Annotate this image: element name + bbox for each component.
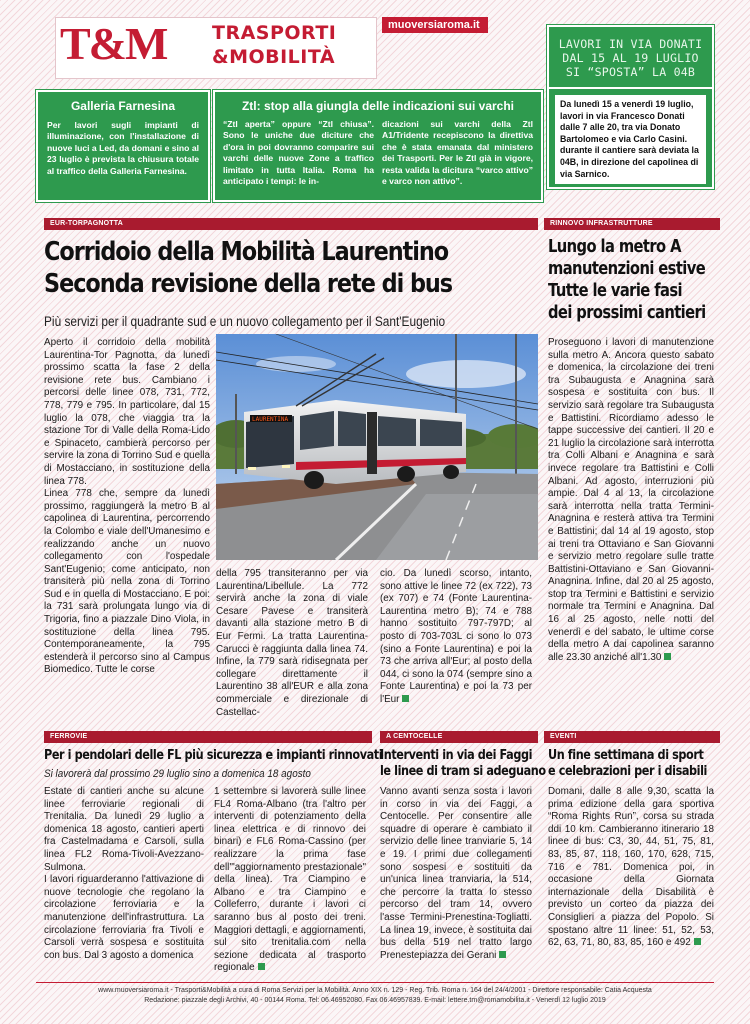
section-label-centocelle: A CENTOCELLE: [380, 731, 538, 743]
news-box-ztl: [213, 90, 543, 202]
donati-head-line: DAL 15 AL 19 LUGLIO: [562, 51, 699, 65]
eventi-headline-line: Un fine settimana di sport: [548, 748, 704, 763]
section-label-eur: EUR-TORPAGNOTTA: [44, 218, 538, 230]
section-label-eventi: EVENTI: [544, 731, 720, 743]
side-headline: [548, 236, 738, 324]
donati-head-line: LAVORI IN VIA DONATI: [558, 37, 703, 51]
ztl-text-col2: dicazioni sui varchi della Ztl A1/Tridente recepiscono la direttiva che è stata emanata dal ministero dei Trasporti. Per le Ztl già in vigore, resta valida la dicitura “varco attivo” e varco non attivo”.: [382, 119, 533, 187]
section-label-ferrovie: FERROVIE: [44, 731, 372, 743]
ferrovie-subhead: Si lavorerà dal prossimo 29 luglio sino a domenica 18 agosto: [44, 768, 311, 780]
ztl-title: Ztl: stop alla giungla delle indicazioni sui varchi: [241, 99, 515, 113]
section-label-infrastrutture: RINNOVO INFRASTRUTTURE: [544, 218, 720, 230]
eventi-headline: [548, 748, 737, 780]
side-headline-line: Lungo la metro A: [548, 237, 681, 257]
footer-line1: www.muoversiaroma.it - Trasporti&Mobilità a cura di Roma Servizi per la Mobilità. Anno XIX n. 129 - Reg. Trib. Roma n. 164 del 24/4/2001 - Direttore responsabile: Catia Acquesta: [98, 987, 652, 994]
side-article-text-content: Proseguono i lavori di manutenzione sulla metro A. Ancora questo sabato e domenica, la circolazione dei treni tra Subaugusta e Anagnina sarà sospesa e sostituita con bus. Il servizio sarà regolare tra Subaugusta e Battistini. Ricordiamo adesso le tappe successive dei cantieri. Il 20 e 21 luglio la circolazione sarà interrotta tra Colli Albani e Anagnina e sarà invece regolare tra Battistini e Colli Albani. Ad agosto, interruzioni più ampie. Dal 4 al 13, la circolazione sarà interrotta nella tratta Termini-Anagnina e resterà attiva tra Termini e Battistini; dal 14 al 19 agosto, stop ai treni tra Ottaviano e San Giovanni e servizio metro regolare sulle tratte Battistini-Ottaviano e San Giovanni-Anagnina. Infine, dal 20 al 25 agosto, stop tra Termini e Battistini e servizio normale tra Termini e Anagnina. Dal 16 al 25 agosto, nelle notti del venerdì e del sabato, le ultime corse della metro A dai capolinea saranno alle 23.30 anziché all'1.30: [548, 337, 714, 663]
eventi-text: [548, 786, 714, 950]
main-headline-line2: Seconda revisione della rete di bus: [44, 269, 453, 299]
side-article-text: [548, 337, 714, 664]
side-headline-line: manutenzioni estive: [548, 259, 706, 279]
side-headline-line: Tutte le varie fasi: [548, 281, 682, 301]
main-article-col2: della 795 transiteranno per via Laurentina/Libellule. La 772 servirà anche la zona di viale Cesare Pavese e transiterà davanti alla stazione metro B di Eur Fermi. La tratta Laurentina-Carucci è raggiunta dalla linea 74. Infine, la 779 sarà ridisegnata per collegare direttamente il Laurentino 38 all'EUR e alla zona commerciale e direzionale di Castellac-: [216, 568, 368, 718]
donati-text: Da lunedì 15 a venerdì 19 luglio, lavori in via Francesco Donati dalle 7 alle 20, tra via Donato Bartolomeo e via Carlo Casini. durante il cantiere sarà deviata la 04B, in direzione del capolinea di via Sarnico.: [555, 95, 706, 184]
ferrovie-col2-text: 1 settembre si lavorerà sulle linee FL4 Roma-Albano (tra l'altro per interventi di potenziamento della linea elettrica e di rinnovo dei binari) e FL6 Roma-Cassino (per realizzare la prima fase dell'"aggiornamento prestazionale" della linea). Tra Ciampino e Albano e tra Ciampino e Colleferro, durante i lavori ci saranno bus al posto dei treni. Maggiori dettagli, e aggiornamenti, sul sito trenitalia.com nella sezione dedicata al trasporto regionale: [214, 786, 366, 974]
logo-name-line2: &MOBILITÀ: [212, 46, 336, 68]
ferrovie-col2: [214, 786, 366, 975]
end-mark: [664, 653, 671, 660]
logo-name-line1: TRASPORTI: [212, 22, 337, 44]
footer-divider: [36, 982, 714, 983]
article-photo-bus: [216, 334, 538, 560]
end-mark: [694, 938, 701, 945]
eventi-headline-line: e celebrazioni per i disabili: [548, 764, 707, 779]
centocelle-headline-line: le linee di tram si adeguano: [380, 764, 546, 779]
site-url-link[interactable]: muoversiaroma.it: [382, 17, 488, 33]
main-article-col1: Aperto il corridoio della mobilità Laurentina-Tor Pagnotta, da lunedì prossimo scatta la fase 2 della revisione rete bus. Cambiano i percorsi delle linee 078, 731, 772, 778, 779 e 795. In particolare, dal 15 luglio la 078, che viaggia tra la stazione Tor di Valle della Roma-Lido e Spinaceto, cambierà percorso per servire la zona di Torrino Sud e quella di Mostacciano, in sostituzione della linea 778. Linea 778 che, sempre da lunedì prossimo, raggiungerà la metro B al capolinea di Laurentina, percorrendo la Colombo e viale dell'Umanesimo e realizzando anche un nuovo collegamento con l'ospedale Sant'Eugenio; come anticipato, non transiterà più nella zona di Torrino Sud e in quella di Mostacciano. E poi: la 731 sarà prolungata lungo via di Trigoria, fino a piazzale Dino Viola, in sostituzione della linea 795. Contemporaneamente, la 795 estenderà il percorso sino al Campus Biomedico. Tutte le corse: [44, 337, 210, 676]
end-mark: [258, 963, 265, 970]
footer-line2: Redazione: piazzale degli Archivi, 40 - 00144 Roma. Tel: 06.46952080. Fax 06.46957839. E-mail: lettere.tm@romamobilita.it - Venerdì 12 luglio 2019: [144, 997, 606, 1004]
centocelle-headline-line: Interventi in via dei Faggi: [380, 748, 533, 763]
eventi-text-content: Domani, dalle 8 alle 9,30, scatta la prima edizione della gara sportiva “Roma Rights Run”, corsa su strada ddi 10 km. Cambieranno itinerario 18 linee di bus: C3, 30, 44, 51, 75, 81, 83, 85, 87, 118, 160, 170, 628, 715, 716 e 781. Domenica poi, in occasione della Giornata internazionale della Disabilità è previsto un corteo da piazza dei Consiglieri a piazza del Popolo. Si spostano altre 11 linee: 51, 52, 53, 62, 63, 71, 80, 83, 85, 160 e 492: [548, 786, 714, 949]
galleria-text: Per lavori sugli impianti di illuminazione, con l'installazione di nuove luci a Led, da domani e sino al 23 luglio è prevista la chiusura totale al traffico della Galleria Farnesina.: [47, 120, 199, 176]
ztl-text-col1: “Ztl aperta” oppure “Ztl chiusa”. Sono le uniche due diciture che d'ora in poi dovranno comparire sui varchi delle nuove Zone a traffico limitato in tutta Italia. Roma ha anticipato i tempi: le in-: [223, 119, 374, 187]
donati-head-line: SI “SPOSTA” LA 04B: [565, 65, 696, 79]
galleria-title: Galleria Farnesina: [70, 99, 176, 113]
ferrovie-col1: Estate di cantieri anche su alcune linee ferroviarie regionali di Trenitalia. Da lunedì 29 luglio a domenica 18 agosto, cantieri aperti fra Castelmadama e Carsoli, sulla linea FL2 Roma-Tivoli-Avezzano-Sulmona. I lavori riguarderanno l'attivazione di nuove tecnologie che regolano la circolazione ferroviaria e la manutenzione dell'infrastruttura. La circolazione ferroviaria fra Tivoli e Carsoli verrà sospesa e sostituita con bus. Dal 3 agosto a domenica: [44, 786, 204, 961]
centocelle-text-content: Vanno avanti senza sosta i lavori in corso in via dei Faggi, a Centocelle. Per consentire alle squadre di operare è cambiato il servizio delle linee tranviarie 5, 14 e 19. I primi due collegamenti sono sospesi e sostituiti da un'unica linea tranviaria, la 514, che percorre la tratta lo stesso percorso del tram 14, ovvero l'asse Termini-Prenestina-Togliatti. La linea 19, invece, è sostituita dai bus della 519 nel tratto largo Prenestepiazza dei Gerani: [380, 786, 532, 961]
centocelle-text: [380, 786, 532, 962]
ferrovie-headline: Per i pendolari delle FL più sicurezza e impianti rinnovati: [44, 748, 383, 763]
donati-headline: [549, 27, 712, 89]
footer: [0, 986, 750, 1006]
main-headline-line1: Corridoio della Mobilità Laurentino: [44, 237, 449, 267]
main-article-col3: [380, 568, 532, 707]
bus-destination-sign: LAURENTINA: [252, 416, 289, 423]
side-headline-line: dei prossimi cantieri: [548, 303, 706, 323]
main-headline: [44, 236, 604, 300]
end-mark: [499, 951, 506, 958]
end-mark: [402, 695, 409, 702]
news-box-donati: [547, 25, 714, 189]
logo-mark: T&M: [60, 18, 167, 69]
main-article-col3-text: cio. Da lunedì scorso, intanto, sono attive le linee 72 (ex 722), 73 (ex 707) e 74 (Fonte Laurentina-Laurentina metro B); 74 e 788 hanno sostituito 797-797D; al posto di 703-703L ci sono lo 073 (sino a Fonte Laurentina) e poi la 73 che arriva all'Eur; al posto della 044, ci sono la 074 (sempre sino a Fonte Laurentina) e poi la 73 per l'Eur: [380, 568, 532, 705]
main-subhead: Più servizi per il quadrante sud e un nuovo collegamento per il Sant'Eugenio: [44, 314, 446, 329]
news-box-galleria: [36, 90, 210, 202]
